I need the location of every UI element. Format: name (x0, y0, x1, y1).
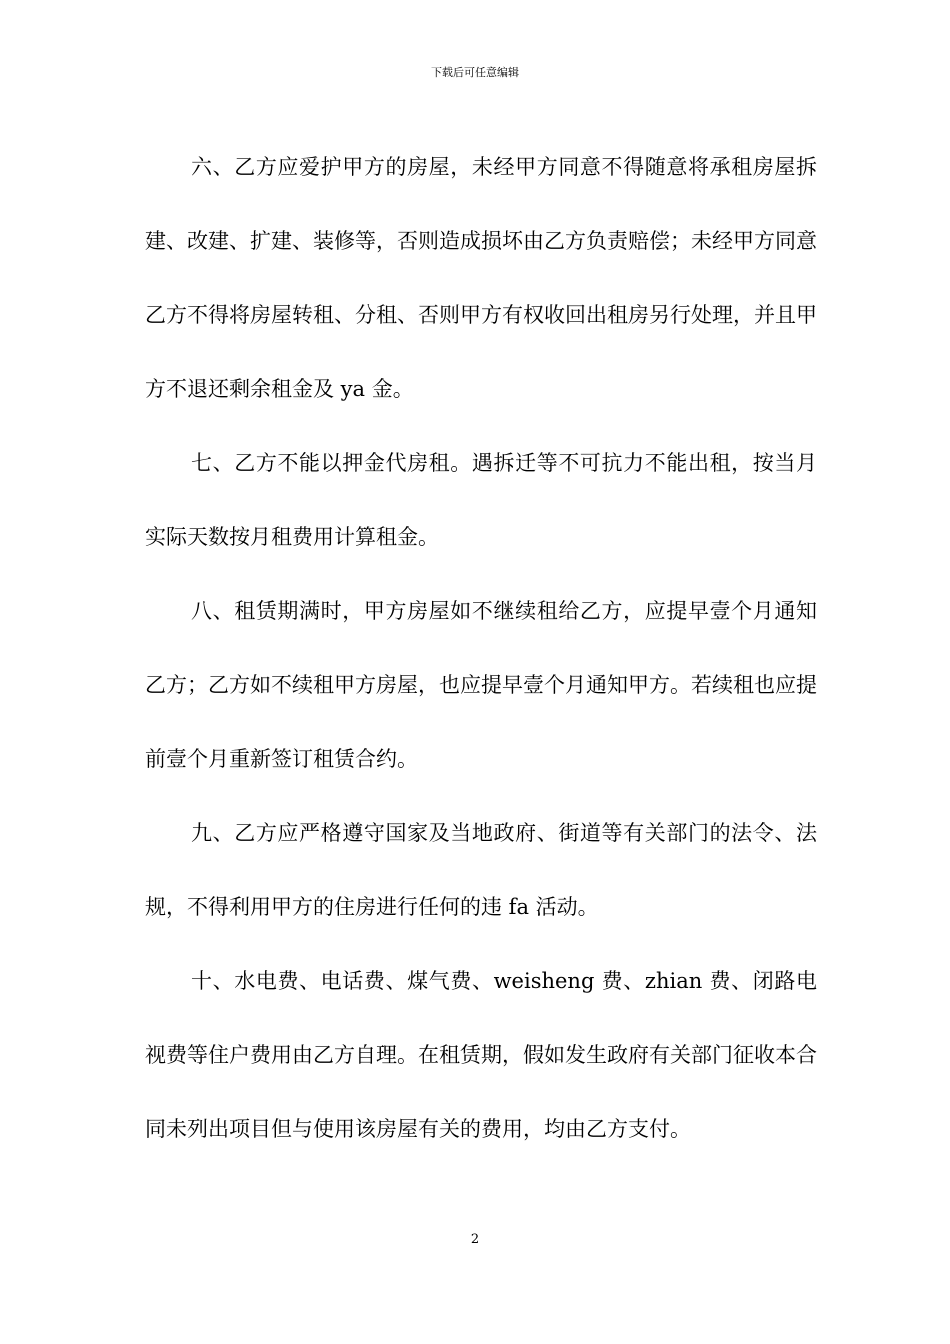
clause-8-paragraph: 八、租赁期满时，甲方房屋如不继续租给乙方，应提早壹个月通知乙方；乙方如不续租甲方房屋，也应提早壹个月通知甲方。若续租也应提前壹个月重新签订租赁合约。 (145, 599, 817, 771)
clause-10-paragraph: 十、水电费、电话费、煤气费、weisheng 费、zhian 费、闭路电视费等住户费用由乙方自理。在租赁期，假如发生政府有关部门征收本合同未列出项目但与使用该房屋有关的费用，均由乙方支付。 (145, 969, 817, 1141)
document-body (145, 130, 817, 1166)
page-number: 2 (470, 1232, 480, 1247)
clause-7-paragraph: 七、乙方不能以押金代房租。遇拆迁等不可抗力不能出租，按当月实际天数按月租费用计算租金。 (145, 451, 817, 549)
page-header: 下载后可任意编辑 (431, 66, 519, 79)
clause-6-paragraph: 六、乙方应爱护甲方的房屋，未经甲方同意不得随意将承租房屋拆建、改建、扩建、装修等，否则造成损坏由乙方负责赔偿；未经甲方同意乙方不得将房屋转租、分租、否则甲方有权收回出租房另行处理，并且甲方不退还剩余租金及 ya 金。 (145, 155, 817, 401)
clause-9-paragraph: 九、乙方应严格遵守国家及当地政府、街道等有关部门的法令、法规，不得利用甲方的住房进行任何的违 fa 活动。 (145, 821, 817, 919)
